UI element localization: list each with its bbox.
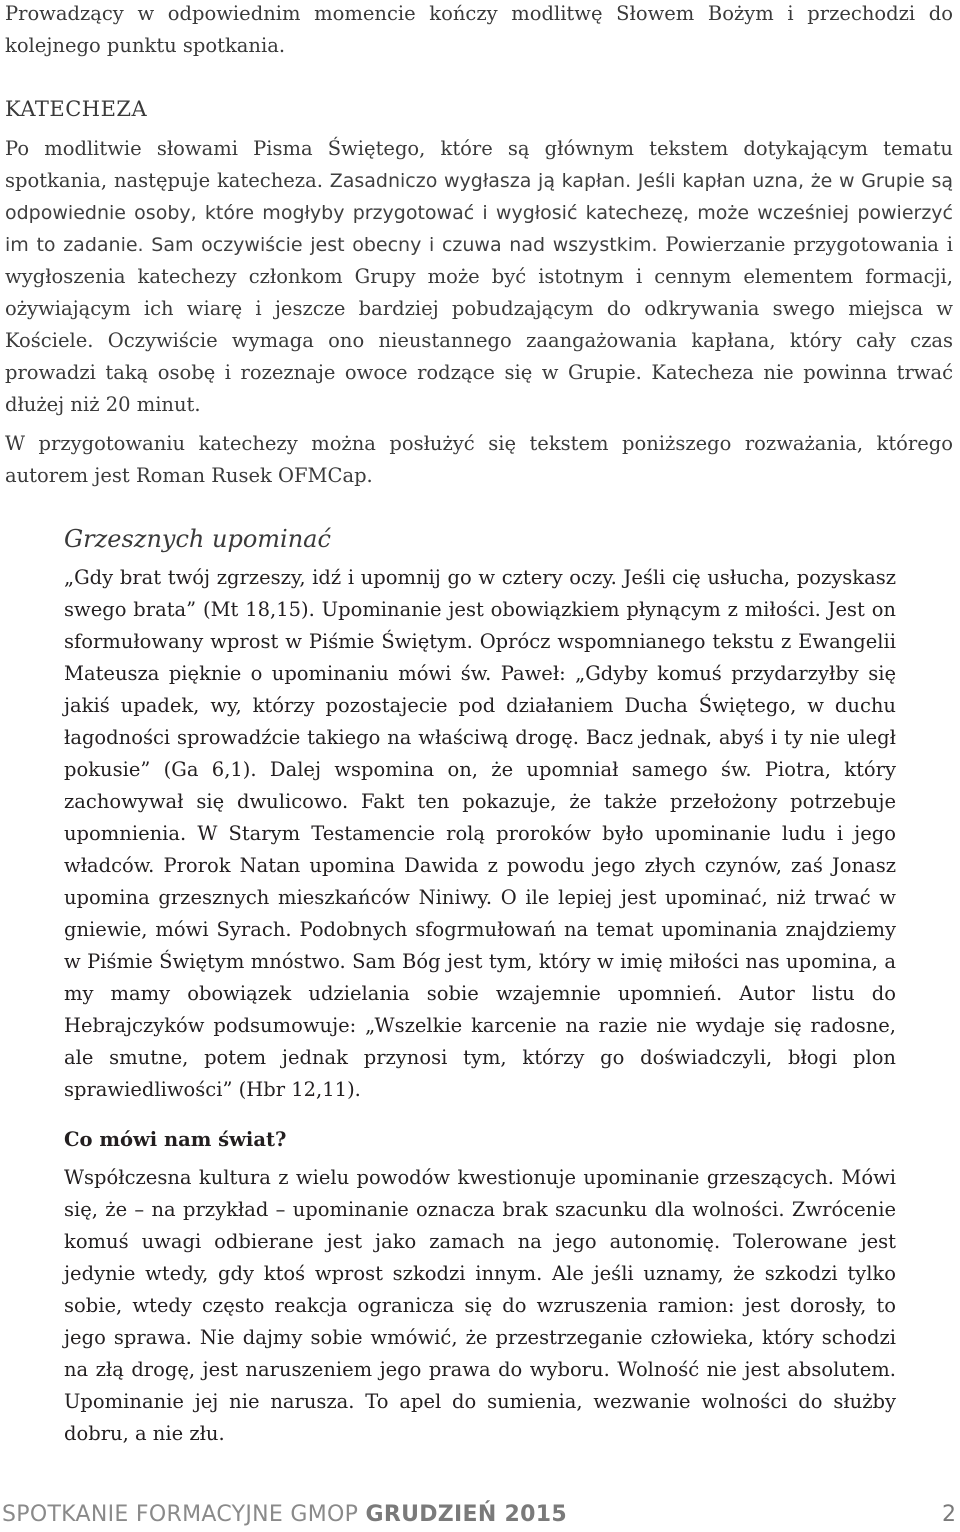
page-footer: [2, 1498, 956, 1532]
katecheza-paragraph-1: [5, 133, 953, 421]
footer-series: SPOTKANIE FORMACYJNE GMOP: [2, 1502, 359, 1527]
section-heading-katecheza: KATECHEZA: [5, 97, 148, 121]
footer-title: [2, 1498, 567, 1532]
katecheza-paragraph-2: W przygotowaniu katechezy można posłużyć się tekstem poniższego rozważania, którego autorem jest Roman Rusek OFMCap.: [5, 432, 953, 487]
footer-date: GRUDZIEŃ 2015: [365, 1502, 567, 1527]
katecheza-paragraph-1-part-b: Zasadniczo wygłasza ją kapłan. Jeśli kapłan uzna, że w Grupie są odpowiednie osoby, które mogłyby przygotować i wygłosić katechezę, może wcześniej powierzyć im to zadanie. Sam oczywiście jest obecny i czuwa nad wszystkim.: [5, 170, 954, 256]
intro-paragraph: Prowadzący w odpowiednim momencie kończy modlitwę Słowem Bożym i przechodzi do kolejnego punktu spotkania.: [5, 2, 953, 57]
page-number: 2: [942, 1502, 956, 1527]
article-title: Grzesznych upominać: [64, 525, 331, 553]
katecheza-paragraph-1-part-a: Po modlitwie słowami Pisma Świętego, które są głównym tekstem dotykającym tematu spotkania, następuje katecheza.: [5, 137, 953, 192]
article-paragraph-1: „Gdy brat twój zgrzeszy, idź i upomnij go w cztery oczy. Jeśli cię usłucha, pozyskasz swego brata” (Mt 18,15). Upominanie jest obowiązkiem płynącym z miłości. Jest on sformułowany wprost w Piśmie Świętym. Oprócz wspomnianego tekstu z Ewangelii Mateusza pięknie o upominaniu mówi św. Paweł: „Gdyby komuś przydarzyłby się jakiś upadek, wy, którzy pozostajecie pod działaniem Ducha Świętego, w duchu łagodności sprowadźcie takiego na właściwą drogę. Bacz jednak, abyś i ty nie uległ pokusie” (Ga 6,1). Dalej wspomina on, że upomniał samego św. Piotra, który zachowywał się dwulicowo. Fakt ten pokazuje, że także przełożony potrzebuje upomnienia. W Starym Testamencie rolą proroków było upominanie ludu i jego władców. Prorok Natan upomina Dawida z powodu jego złych czynów, zaś Jonasz upomina grzesznych mieszkańców Niniwy. O ile lepiej jest upominać, niż trwać w gniewie, mówi Syrach. Podobnych sfogrmułowań na temat upominania znajdziemy w Piśmie Świętym mnóstwo. Sam Bóg jest tym, który w imię miłości nas upomina, a my mamy obowiązek udzielania sobie wzajemnie upomnień. Autor listu do Hebrajczyków podsumowuje: „Wszelkie karcenie na razie nie wydaje się radosne, ale smutne, potem jednak przynosi tym, którzy go doświadczyli, błogi plon sprawiedliwości” (Hbr 12,11).: [64, 566, 896, 1101]
article-paragraph-2: Współczesna kultura z wielu powodów kwestionuje upominanie grzeszących. Mówi się, że – na przykład – upominanie oznacza brak szacunku dla wolności. Zwrócenie komuś uwagi odbierane jest jako zamach na jego autonomię. Tolerowane jest jedynie wtedy, gdy ktoś wprost szkodzi innym. Ale jeśli uznamy, że szkodzi tylko sobie, wtedy często reakcja ogranicza się do wzruszenia ramion: jest dorosły, to jego sprawa. Nie dajmy sobie wmówić, że przestrzeganie człowieka, który schodzi na złą drogę, jest naruszeniem jego prawa do wyboru. Wolność nie jest absolutem. Upominanie jej nie narusza. To apel do sumienia, wezwanie wolności do służby dobru, a nie złu.: [64, 1166, 896, 1445]
article-subheading: Co mówi nam świat?: [64, 1128, 287, 1151]
katecheza-paragraph-1-part-c: Powierzanie przygotowania i wygłoszenia katechezy członkom Grupy może być istotnym i cennym elementem formacji, ożywiającym ich wiarę i jeszcze bardziej pobudzającym do odkrywania swego miejsca w Kościele. Oczywiście wymaga ono nieustannego zaangażowania kapłana, który cały czas prowadzi taką osobę i rozeznaje owoce rodzące się w Grupie. Katecheza nie powinna trwać dłużej niż 20 minut.: [5, 233, 954, 416]
